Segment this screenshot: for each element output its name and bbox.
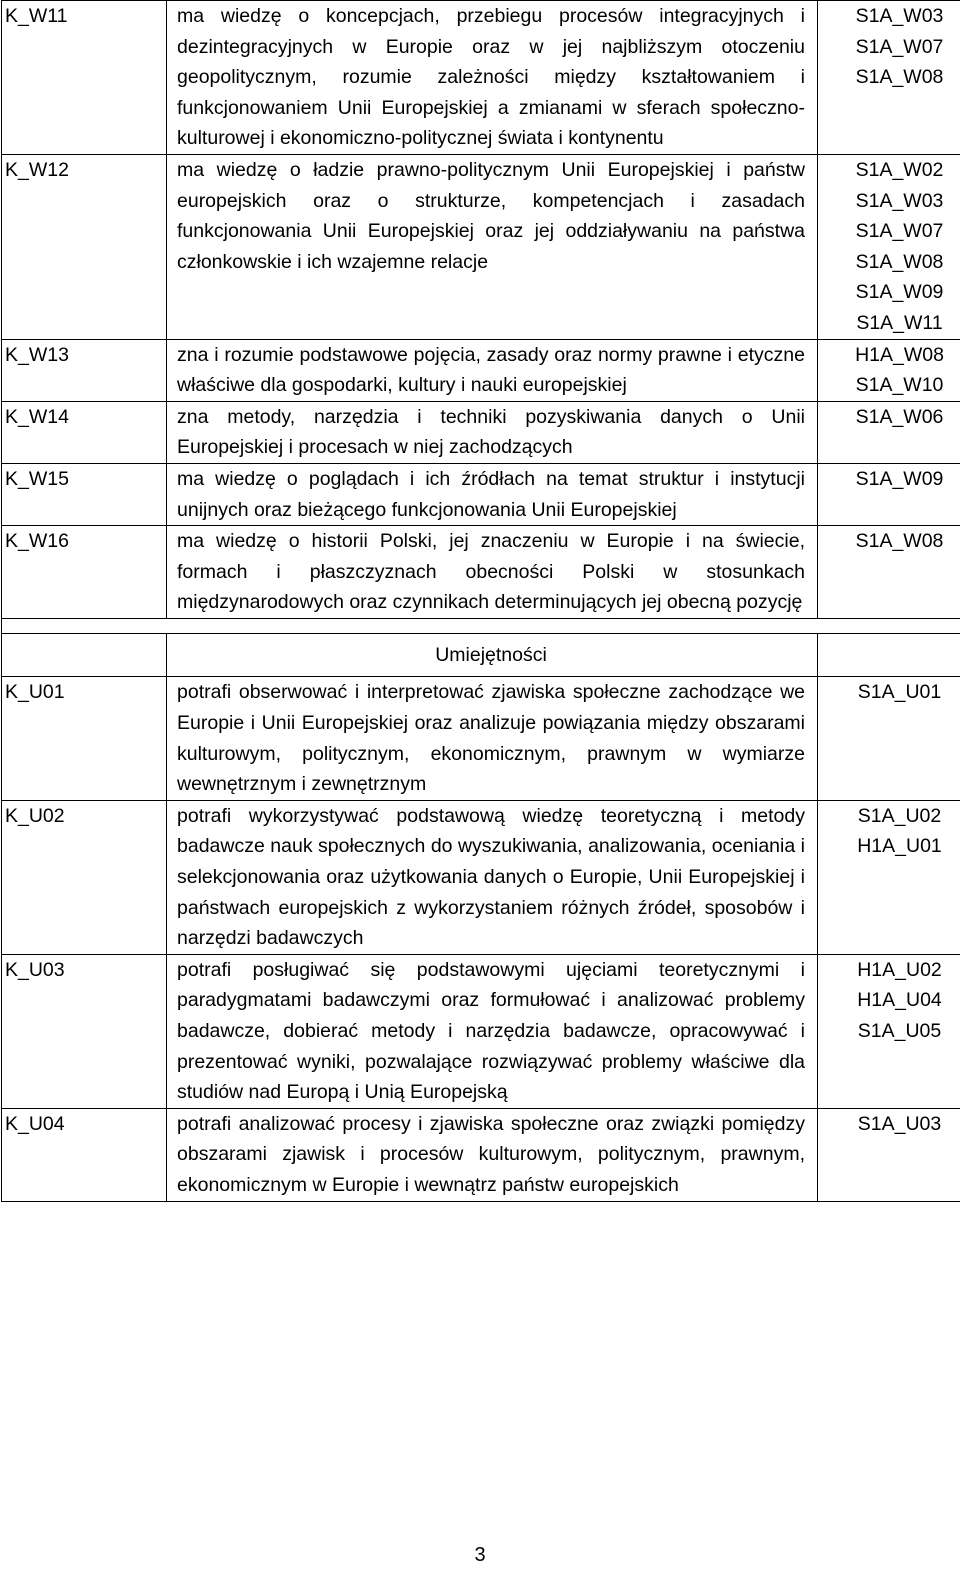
- reference-code: S1A_W03: [855, 5, 944, 27]
- reference-code: S1A_U01: [857, 681, 942, 704]
- outcome-description: ma wiedzę o koncepcjach, przebiegu procesów integracyjnych i dezintegracyjnych w Europie oraz w jej najbliższym otoczeniu geopolitycznym, rozumie zależności między kształtowaniem i funkcjonowaniem Unii Europejskiej a zmianami w sferach społeczno-kulturowej i ekonomiczno-politycznej świata i kontynentu: [167, 1, 818, 155]
- outcome-references: [818, 526, 960, 619]
- reference-code: S1A_U02: [857, 804, 942, 827]
- reference-code: S1A_W08: [855, 530, 944, 553]
- outcome-description: zna i rozumie podstawowe pojęcia, zasady oraz normy prawne i etyczne właściwe dla gospodarki, kultury i nauki europejskiej: [167, 339, 818, 401]
- skills-heading-left-cell: [2, 633, 167, 677]
- skills-heading: Umiejętności: [167, 633, 818, 677]
- outcome-description: ma wiedzę o ładzie prawno-politycznym Unii Europejskiej i państw europejskich oraz o strukturze, kompetencjach i zasadach funkcjonowania Unii Europejskiej oraz jej oddziaływaniu na państwa członkowskie i ich wzajemne relacje: [167, 154, 818, 339]
- outcome-code: K_W13: [2, 339, 167, 401]
- outcome-references: [818, 154, 960, 339]
- spacer-cell: [2, 618, 960, 633]
- outcome-description: potrafi posługiwać się podstawowymi ujęciami teoretycznymi i paradygmatami badawczymi oraz formułować i analizować problemy badawcze, dobierać metody i narzędzia badawcze, opracowywać i prezentować wyniki, pozwalające rozwiązywać problemy właściwe dla studiów nad Europą i Unią Europejską: [167, 954, 818, 1108]
- outcome-code: K_U03: [2, 954, 167, 1108]
- reference-code: H1A_U02: [857, 958, 942, 981]
- outcome-references: [818, 677, 960, 800]
- outcome-description: zna metody, narzędzia i techniki pozyskiwania danych o Unii Europejskiej i procesach w niej zachodzących: [167, 401, 818, 463]
- reference-code: S1A_U05: [857, 1020, 942, 1042]
- reference-code: S1A_W03: [855, 189, 944, 212]
- skills-heading-section: [2, 618, 960, 677]
- outcome-code: K_W12: [2, 154, 167, 339]
- reference-code: S1A_W09: [855, 281, 944, 304]
- outcome-description: potrafi obserwować i interpretować zjawiska społeczne zachodzące we Europie i Unii Europejskiej oraz analizuje powiązania między obszarami kulturowym, politycznym, ekonomicznym, prawnym w wymiarze wewnętrznym i zewnętrznym: [167, 677, 818, 800]
- outcome-description: ma wiedzę o historii Polski, jej znaczeniu w Europie i na świecie, formach i płaszczyznach obecności Polski w stosunkach międzynarodowych oraz czynnikach determinujących jej obecną pozycję: [167, 526, 818, 619]
- reference-code: H1A_U01: [857, 835, 942, 858]
- section-spacer-row: [2, 618, 960, 633]
- reference-code: S1A_W06: [855, 405, 944, 428]
- outcome-code: K_W14: [2, 401, 167, 463]
- outcome-row: [2, 463, 960, 525]
- outcome-code: K_U04: [2, 1108, 167, 1201]
- outcome-references: [818, 800, 960, 954]
- reference-code: S1A_W02: [855, 158, 944, 181]
- learning-outcomes-table: [1, 0, 960, 1202]
- reference-code: S1A_W11: [856, 311, 943, 334]
- outcome-row: [2, 677, 960, 800]
- skills-heading-row: [2, 633, 960, 677]
- skills-heading-right-cell: [818, 633, 960, 677]
- outcome-row: [2, 1, 960, 155]
- outcome-row: [2, 954, 960, 1108]
- outcome-row: [2, 526, 960, 619]
- outcome-references: [818, 1, 960, 155]
- outcome-code: K_W16: [2, 526, 167, 619]
- reference-code: S1A_W10: [855, 374, 944, 397]
- outcome-code: K_W11: [2, 1, 167, 155]
- skills-section: [2, 677, 960, 1201]
- reference-code: S1A_W07: [855, 220, 944, 243]
- reference-code: S1A_W09: [855, 467, 944, 490]
- outcome-row: [2, 339, 960, 401]
- outcome-row: [2, 1108, 960, 1201]
- reference-code: H1A_U04: [857, 989, 942, 1012]
- outcome-references: [818, 954, 960, 1108]
- outcome-row: [2, 800, 960, 954]
- outcome-description: potrafi wykorzystywać podstawową wiedzę teoretyczną i metody badawcze nauk społecznych do wyszukiwania, analizowania, oceniania i selekcjonowania oraz użytkowania danych o Europie, Unii Europejskiej i państwach europejskich z wykorzystaniem różnych źródeł, sposobów i narzędzi badawczych: [167, 800, 818, 954]
- outcome-references: [818, 1108, 960, 1201]
- outcome-code: K_U02: [2, 800, 167, 954]
- page-number: 3: [474, 1544, 486, 1566]
- outcome-references: [818, 339, 960, 401]
- reference-code: S1A_W08: [855, 250, 944, 273]
- reference-code: H1A_W08: [855, 343, 944, 366]
- outcome-code: K_W15: [2, 463, 167, 525]
- reference-code: S1A_W08: [855, 66, 944, 89]
- reference-code: S1A_W07: [855, 35, 944, 58]
- outcome-description: potrafi analizować procesy i zjawiska społeczne oraz związki pomiędzy obszarami zjawisk i procesów kulturowym, politycznym, prawnym, ekonomicznym w Europie i wewnątrz państw europejskich: [167, 1108, 818, 1201]
- outcome-row: [2, 401, 960, 463]
- outcome-row: [2, 154, 960, 339]
- outcome-references: [818, 463, 960, 525]
- outcome-references: [818, 401, 960, 463]
- outcome-code: K_U01: [2, 677, 167, 800]
- knowledge-section: [2, 1, 960, 619]
- reference-code: S1A_U03: [857, 1112, 942, 1135]
- outcome-description: ma wiedzę o poglądach i ich źródłach na temat struktur i instytucji unijnych oraz bieżącego funkcjonowania Unii Europejskiej: [167, 463, 818, 525]
